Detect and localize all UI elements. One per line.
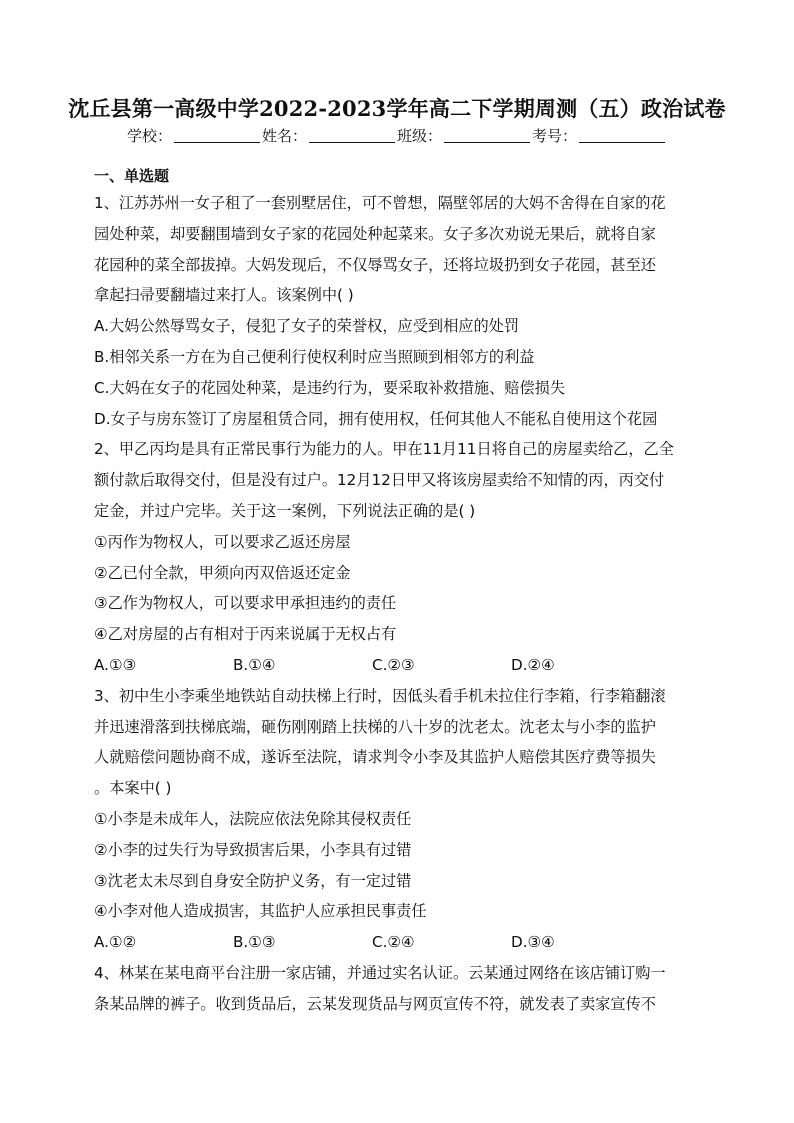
question-stem-line: 。本案中( )	[94, 779, 172, 798]
student-info-row	[0, 125, 794, 147]
questions-body	[94, 188, 700, 1020]
choice-b: B.①④	[233, 655, 276, 674]
section-heading: 一、单选题	[94, 167, 170, 185]
statement-4: ④乙对房屋的占有相对于丙来说属于无权占有	[94, 625, 397, 644]
statement-2: ②乙已付全款，甲须向丙双倍返还定金	[94, 563, 351, 582]
choice-a: A.①②	[94, 933, 137, 952]
choice-b: B.①③	[233, 933, 276, 952]
choice-d: D.②④	[511, 655, 555, 674]
answer-choices	[94, 927, 700, 958]
question-2	[94, 434, 700, 680]
class-label: 班级：	[397, 127, 443, 145]
question-stem-line: 1、江苏苏州一女子租了一套别墅居住，可不曾想，隔壁邻居的大妈不舍得在自家的花	[94, 194, 666, 212]
statement-1: ①丙作为物权人，可以要求乙返还房屋	[94, 532, 351, 551]
name-blank	[309, 128, 395, 143]
exam-number-blank	[579, 128, 665, 143]
school-label: 学校：	[126, 127, 172, 145]
question-stem-line: 定金，并过户完毕。关于这一案例，下列说法正确的是( )	[94, 501, 476, 520]
question-stem-line: 条某品牌的裤子。收到货品后，云某发现货品与网页宣传不符，就发表了卖家宣传不	[94, 994, 656, 1013]
choice-a: A.①③	[94, 655, 137, 674]
option-a: A.大妈公然辱骂女子，侵犯了女子的荣誉权，应受到相应的处罚	[94, 317, 520, 336]
choice-c: C.②③	[372, 655, 415, 674]
question-stem-line: 4、林某在某电商平台注册一家店铺，并通过实名认证。云某通过网络在该店铺订购一	[94, 963, 666, 982]
choice-d: D.③④	[511, 933, 555, 952]
question-stem-line: 园处种菜，却要翻围墙到女子家的花园处种起菜来。女子多次劝说无果后，就将自家	[94, 224, 656, 243]
option-b: B.相邻关系一方在为自己便利行使权利时应当照顾到相邻方的利益	[94, 347, 535, 366]
exam-number-label: 考号：	[532, 127, 578, 145]
question-3	[94, 681, 700, 958]
statement-1: ①小李是未成年人，法院应依法免除其侵权责任	[94, 809, 412, 828]
class-blank	[444, 128, 530, 143]
option-d: D.女子与房东签订了房屋租赁合同，拥有使用权，任何其他人不能私自使用这个花园	[94, 409, 658, 428]
statement-3: ③乙作为物权人，可以要求甲承担违约的责任	[94, 594, 397, 613]
statement-2: ②小李的过失行为导致损害后果，小李具有过错	[94, 840, 412, 859]
exam-title: 沈丘县第一高级中学2022-2023学年高二下学期周测（五）政治试卷	[68, 96, 726, 121]
question-stem-line: 3、初中生小李乘坐地铁站自动扶梯上行时，因低头看手机未拉住行李箱，行李箱翻滚	[94, 686, 666, 705]
question-4	[94, 958, 700, 1020]
question-stem-line: 额付款后取得交付，但是没有过户。12月12日甲又将该房屋卖给不知情的丙，丙交付	[94, 471, 665, 490]
question-stem-line: 并迅速滑落到扶梯底端，砸伤刚刚踏上扶梯的八十岁的沈老太。沈老太与小李的监护	[94, 717, 656, 736]
statement-4: ④小李对他人造成损害，其监护人应承担民事责任	[94, 902, 427, 921]
statement-3: ③沈老太未尽到自身安全防护义务，有一定过错	[94, 871, 412, 890]
question-1	[94, 188, 700, 434]
question-stem-line: 花园种的菜全部拔掉。大妈发现后，不仅辱骂女子，还将垃圾扔到女子花园，甚至还	[94, 255, 656, 274]
question-stem-line: 2、甲乙丙均是具有正常民事行为能力的人。甲在11月11日将自己的房屋卖给乙，乙全	[94, 440, 674, 459]
school-blank	[174, 128, 260, 143]
answer-choices	[94, 650, 700, 681]
name-label: 姓名：	[261, 127, 307, 145]
question-stem-line: 拿起扫帚要翻墙过来打人。该案例中( )	[94, 286, 354, 305]
option-c: C.大妈在女子的花园处种菜，是违约行为，要采取补救措施、赔偿损失	[94, 378, 566, 397]
choice-c: C.②④	[372, 933, 415, 952]
question-stem-line: 人就赔偿问题协商不成，遂诉至法院，请求判令小李及其监护人赔偿其医疗费等损失	[94, 748, 656, 767]
